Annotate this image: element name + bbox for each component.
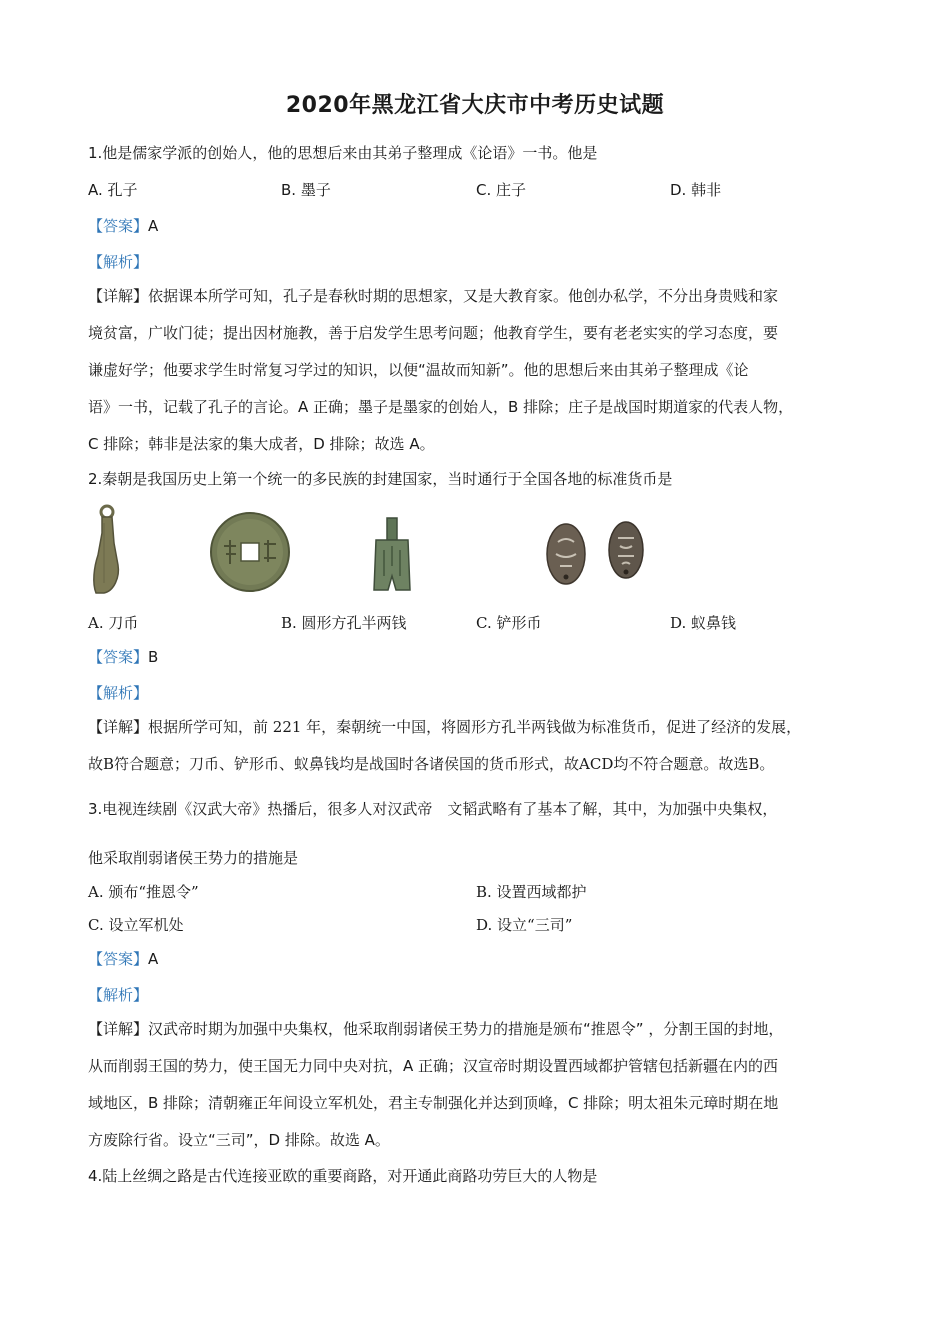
q1-analysis-tag: 【解析】: [88, 253, 149, 271]
q2-detail-line-1: [88, 716, 878, 738]
question-4-stem: 4.陆上丝绸之路是古代连接亚欧的重要商路，对开通此商路功劳巨大的人物是: [88, 1167, 598, 1185]
question-2-stem: 2.秦朝是我国历史上第一个统一的多民族的封建国家，当时通行于全国各地的标准货币是: [88, 470, 673, 488]
q2-option-c: C. 铲形币: [476, 614, 542, 632]
knife-coin-image: [84, 503, 128, 595]
q1-detail-line-1: [88, 285, 878, 307]
detail-tag: 【详解】: [88, 718, 149, 736]
spade-coin-image: [370, 516, 414, 594]
q3-option-a: A. 颁布“推恩令”: [88, 883, 199, 901]
q1-option-c: C. 庄子: [476, 181, 527, 199]
q3-detail-line-2: 从而削弱王国的势力，使王国无力同中央对抗，A 正确；汉宣帝时期设置西域都护管辖包括新疆在内的西: [88, 1057, 779, 1075]
q2-detail-line-2: 故B符合题意；刀币、铲形币、蚁鼻钱均是战国时各诸侯国的货币形式，故ACD均不符合题意。故选B。: [88, 755, 775, 773]
q1-option-a: A. 孔子: [88, 181, 138, 199]
question-3-stem-line-2: 他采取削弱诸侯王势力的措施是: [88, 849, 299, 867]
detail-text: 汉武帝时期为加强中央集权，他采取削弱诸侯王势力的措施是颁布“推恩令” ，分割王国的封地，: [148, 1020, 784, 1038]
answer-tag: 【答案】: [88, 950, 149, 968]
q3-option-b: B. 设置西域都护: [476, 883, 587, 901]
q2-option-d: D. 蚁鼻钱: [670, 614, 737, 632]
detail-text: 依据课本所学可知，孔子是春秋时期的思想家，又是大教育家。他创办私学，不分出身贵贱和家: [148, 287, 779, 305]
q1-option-b: B. 墨子: [281, 181, 331, 199]
round-coin-image: [208, 510, 292, 594]
q1-detail-line-4: 语》一书，记载了孔子的言论。A 正确；墨子是墨家的创始人，B 排除；庄子是战国时期道家的代表人物，: [88, 398, 794, 416]
question-3-stem-line-1: 3.电视连续剧《汉武大帝》热播后，很多人对汉武帝 文韬武略有了基本了解，其中，为加强中央集权，: [88, 800, 778, 818]
detail-tag: 【详解】: [88, 1020, 149, 1038]
answer-value: B: [148, 648, 159, 666]
q3-detail-line-3: 域地区，B 排除；清朝雍正年间设立军机处，君主专制强化并达到顶峰，C 排除；明太祖朱元璋时期在地: [88, 1094, 779, 1112]
q3-analysis-tag: 【解析】: [88, 986, 149, 1004]
q3-option-d: D. 设立“三司”: [476, 916, 573, 934]
q1-answer: [88, 215, 878, 237]
q2-option-a: A. 刀币: [88, 614, 139, 632]
q3-detail-line-4: 方废除行省。设立“三司”，D 排除。故选 A。: [88, 1131, 390, 1149]
answer-tag: 【答案】: [88, 217, 149, 235]
answer-value: A: [148, 217, 159, 235]
answer-value: A: [148, 950, 159, 968]
q3-answer: [88, 948, 878, 970]
q1-option-d: D. 韩非: [670, 181, 722, 199]
detail-text: 根据所学可知，前 221 年，秦朝统一中国，将圆形方孔半两钱做为标准货币，促进了经济的发展，: [148, 718, 802, 736]
q1-detail-line-2: 境贫富，广收门徒；提出因材施教，善于启发学生思考问题；他教育学生，要有老老实实的学习态度，要: [88, 324, 779, 342]
q1-detail-line-3: 谦虚好学；他要求学生时常复习学过的知识，以便“温故而知新”。他的思想后来由其弟子整理成《论: [88, 361, 749, 379]
q2-answer: [88, 646, 878, 668]
detail-tag: 【详解】: [88, 287, 149, 305]
q1-detail-line-5: C 排除；韩非是法家的集大成者，D 排除；故选 A。: [88, 435, 435, 453]
q2-analysis-tag: 【解析】: [88, 684, 149, 702]
question-1-stem: 1.他是儒家学派的创始人，他的思想后来由其弟子整理成《论语》一书。他是: [88, 144, 598, 162]
q3-detail-line-1: [88, 1018, 878, 1040]
q3-option-c: C. 设立军机处: [88, 916, 184, 934]
ant-nose-coin-image: [542, 514, 650, 596]
page-title: 2020年黑龙江省大庆市中考历史试题: [285, 93, 665, 118]
answer-tag: 【答案】: [88, 648, 149, 666]
q2-option-b: B. 圆形方孔半两钱: [281, 614, 407, 632]
